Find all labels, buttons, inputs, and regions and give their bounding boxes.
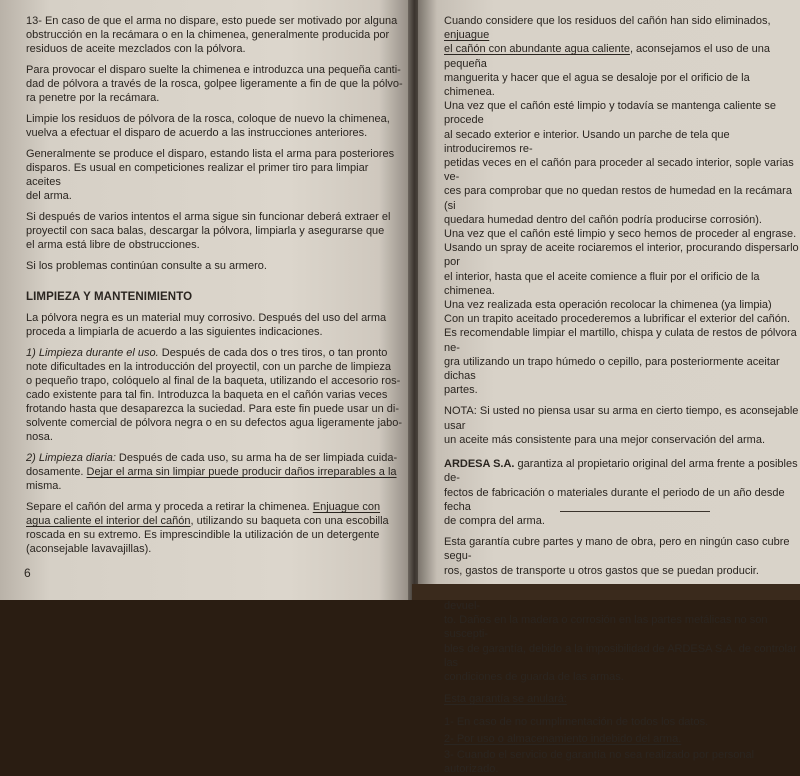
paragraph-explicacion: devuel- to. Daños en la madera o corrosión en las partes metálicas no son suscepti- bles de garantía, debido a la imposibilidad de ARDESA S.A. de controlar las condiciones de guarda de las armas. bbox=[444, 599, 797, 683]
underlined-enjuague: Enjuague con agua caliente el interior del cañón bbox=[26, 501, 381, 527]
paragraph-polvora: La pólvora negra es un material muy corrosivo. Después del uso del arma proceda a limpiarla de acuerdo a las siguientes indicaciones. bbox=[26, 312, 387, 338]
table-surface bbox=[412, 584, 800, 600]
paragraph-limpieza-uso bbox=[26, 346, 404, 444]
paragraph-garantia: Esta garantía cubre partes y mano de obra, pero en ningún caso cubre segu- ros, gastos de transporte u otros gastos que se puedan producir. bbox=[444, 536, 790, 577]
page-number: 6 bbox=[24, 566, 31, 580]
limpieza-diaria-text-b: misma. bbox=[26, 480, 62, 492]
paragraph-limpieza-diaria bbox=[26, 451, 404, 493]
paragraph-una-vez-engrase: Una vez que el cañón esté limpio y seco hemos de proceder al engrase. Usando un spray de aceite rociaremos el interior, procurando dispersarlo por el interior, hasta que el aceite comience a fluir por el orificio de la chimenea. Una vez realizada esta operación recolocar la chimenea (ya limpia) Con un trapito aceitado procederemos a lubrificar el exterior del cañón. Es recomendable limpiar el martillo, chispa y culata de restos de pólvora ne- gra utilizando un trapo húmedo o cepillo, para posteriormente aceitar dichas partes. bbox=[444, 228, 799, 397]
paragraph-cuando bbox=[444, 14, 800, 99]
ardesa-text: garantiza al propietario original del arma frente a posibles de- fectos de fabricación o materiales durante el periodo de un año desde fecha de compra del arma. bbox=[444, 458, 798, 527]
paragraph-separe bbox=[26, 500, 404, 556]
divider-line bbox=[560, 511, 710, 512]
list-item: 3- Cuando el servicio de garantía no sea realizado por personal autorizado. bbox=[444, 748, 755, 775]
anulara-heading: Esta garantía se anulará: bbox=[444, 693, 567, 706]
paragraph-nota: NOTA: Si usted no piensa usar su arma en cierto tiempo, es aconsejable usar un aceite más consistente para una mejor conservación del arma. bbox=[444, 405, 799, 446]
paragraph-si-problemas: Si los problemas continúan consulte a su armero. bbox=[26, 260, 267, 272]
anulara-list bbox=[444, 715, 800, 776]
paragraph-generalmente: Generalmente se produce el disparo, estando lista el arma para posteriores disparos. Es usual en competiciones realizar el primer tiro para limpiar aceites del arma. bbox=[26, 148, 395, 202]
paragraph-provocar: Para provocar el disparo suelte la chimenea e introduzca una pequeña canti- dad de pólvora a través de la rosca, golpee ligeramente a fin de que la pólvo- ra penetre por la recámara. bbox=[26, 64, 403, 104]
limpieza-diaria-text-a: Después de cada uso, su arma ha de ser limpiada cuida- dosamente. bbox=[26, 452, 398, 478]
separe-text-b: , utilizando su baqueta con una escobilla roscada en su extremo. Es imprescindible la utilización de un detergente (aconsejable lavavajillas). bbox=[26, 515, 389, 555]
paragraph-ardesa bbox=[444, 457, 800, 528]
limpieza-uso-body: Después de cada dos o tres tiros, o tan pronto note dificultades en la introducción del proyectil, con un parche de limpieza o pequeño trapo, colóquelo al final de la baqueta, utilizando el accesorio ros- cado existente para tal fin. Introduzca la baqueta en el cañón varias veces frotando hasta que desaparezca la suciedad. Para este fin puede usar un di- solvente comercial de pólvora negra o en su defectos agua ligeramente jabo- nosa. bbox=[26, 347, 403, 443]
left-page bbox=[0, 0, 412, 600]
ardesa-company: ARDESA S.A. bbox=[444, 458, 515, 471]
list-item: 2- Por uso o almacenamiento indebido del arma. bbox=[444, 732, 682, 745]
underlined-enjuague-canon: enjuague el cañón con abundante agua caliente bbox=[444, 29, 630, 56]
cuando-text-a: Cuando considere que los residuos del cañón han sido eliminados, bbox=[444, 15, 771, 27]
paragraph-si-despues: Si después de varios intentos el arma sigue sin funcionar deberá extraer el proyectil con saca balas, descargar la pólvora, limpiarla y asegurarse que el arma está libre de obstrucciones. bbox=[26, 211, 391, 251]
underlined-warning: Dejar el arma sin limpiar puede producir daños irreparables a la bbox=[86, 466, 397, 478]
section-heading: LIMPIEZA Y MANTENIMIENTO bbox=[26, 291, 193, 303]
cuando-text-b: , aconsejamos el uso de una pequeña manguerita y hacer que el agua se desaloje por el orificio de la chimenea. bbox=[444, 43, 770, 99]
limpieza-diaria-title: 2) Limpieza diaria: bbox=[26, 452, 116, 464]
paragraph-limpie: Limpie los residuos de pólvora de la rosca, coloque de nuevo la chimenea, vuelva a efectuar el disparo de acuerdo a las instrucciones anteriores. bbox=[26, 113, 390, 139]
separe-text-a: Separe el cañón del arma y proceda a retirar la chimenea. bbox=[26, 501, 313, 513]
list-item: 1- En caso de no cumplimentación de todos los datos. bbox=[444, 716, 709, 729]
limpieza-uso-title: 1) Limpieza durante el uso. bbox=[26, 347, 159, 359]
right-page bbox=[418, 0, 800, 775]
paragraph-una-vez: Una vez que el cañón esté limpio y todavía se mantenga caliente se procede al secado exterior e interior. Usando un parche de tela que introduciremos re- petidas veces en el cañón para proceder al secado interior, sople varias ve- ces para comprobar que no quedan restos de humedad en la recámara (si quedara humedad dentro del cañón podría producirse corrosión). bbox=[444, 100, 794, 226]
paragraph-13: 13- En caso de que el arma no dispare, esto puede ser motivado por alguna obstrucción en la recámara o en la chimenea, generalmente producida por residuos de aceite mezclados con la pólvora. bbox=[26, 15, 398, 55]
